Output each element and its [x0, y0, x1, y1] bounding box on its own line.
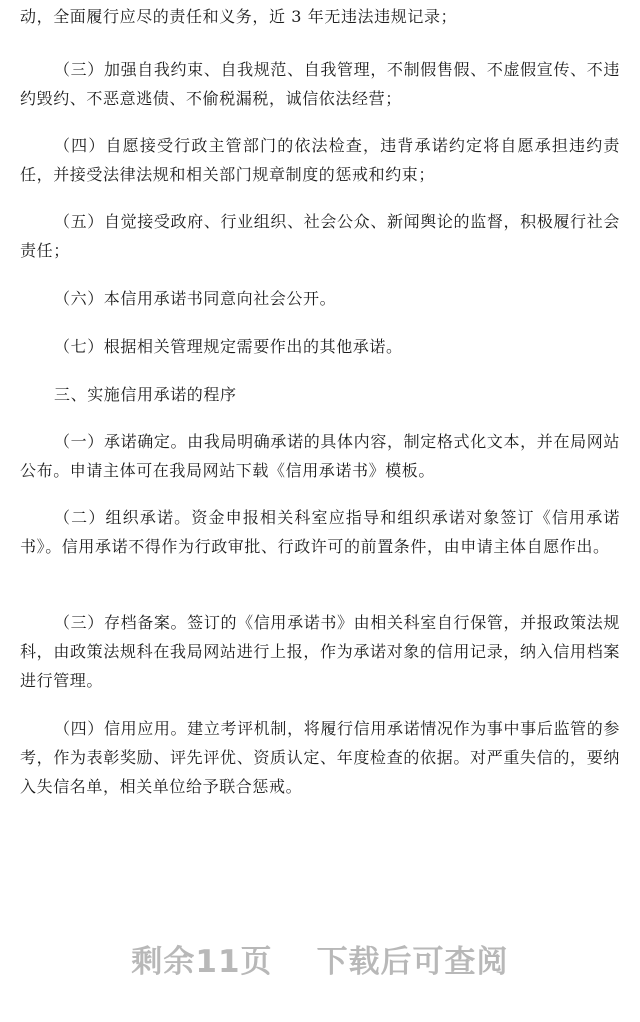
paragraph-item-7: （七）根据相关管理规定需要作出的其他承诺。 [54, 337, 403, 356]
paragraph-item-4: （四）自愿接受行政主管部门的依法检查，违背承诺约定将自愿承担违约责任，并接受法律法规和相关部门规章制度的惩戒和约束； [20, 136, 620, 184]
download-prompt-link[interactable] [0, 936, 640, 981]
paragraph-continuation: 动，全面履行应尽的责任和义务，近 3 年无违法违规记录； [20, 7, 458, 26]
download-label: 下载后可查阅 [316, 944, 509, 980]
paragraph-item-3: （三）加强自我约束、自我规范、自我管理，不制假售假、不虚假宣传、不违约毁约、不恶意逃债、不偷税漏税，诚信依法经营； [20, 60, 620, 108]
paragraph-item-6: （六）本信用承诺书同意向社会公开。 [54, 289, 337, 308]
paragraph-item-5: （五）自觉接受政府、行业组织、社会公众、新闻舆论的监督，积极履行社会责任； [20, 212, 620, 260]
section-heading: 三、实施信用承诺的程序 [54, 385, 237, 404]
paragraph-procedure-3: （三）存档备案。签订的《信用承诺书》由相关科室自行保管，并报政策法规科，由政策法规科在我局网站进行上报，作为承诺对象的信用记录，纳入信用档案进行管理。 [20, 613, 620, 690]
paragraph-procedure-2: （二）组织承诺。资金申报相关科室应指导和组织承诺对象签订《信用承诺书》。信用承诺不得作为行政审批、行政许可的前置条件，由申请主体自愿作出。 [20, 508, 620, 556]
paragraph-procedure-4: （四）信用应用。建立考评机制，将履行信用承诺情况作为事中事后监管的参考，作为表彰奖励、评先评优、资质认定、年度检查的依据。对严重失信的，要纳入失信名单，相关单位给予联合惩戒。 [20, 719, 620, 796]
paragraph-procedure-1: （一）承诺确定。由我局明确承诺的具体内容，制定格式化文本，并在局网站公布。申请主体可在我局网站下载《信用承诺书》模板。 [20, 432, 620, 480]
remaining-pages-label: 剩余11页 [131, 944, 273, 980]
